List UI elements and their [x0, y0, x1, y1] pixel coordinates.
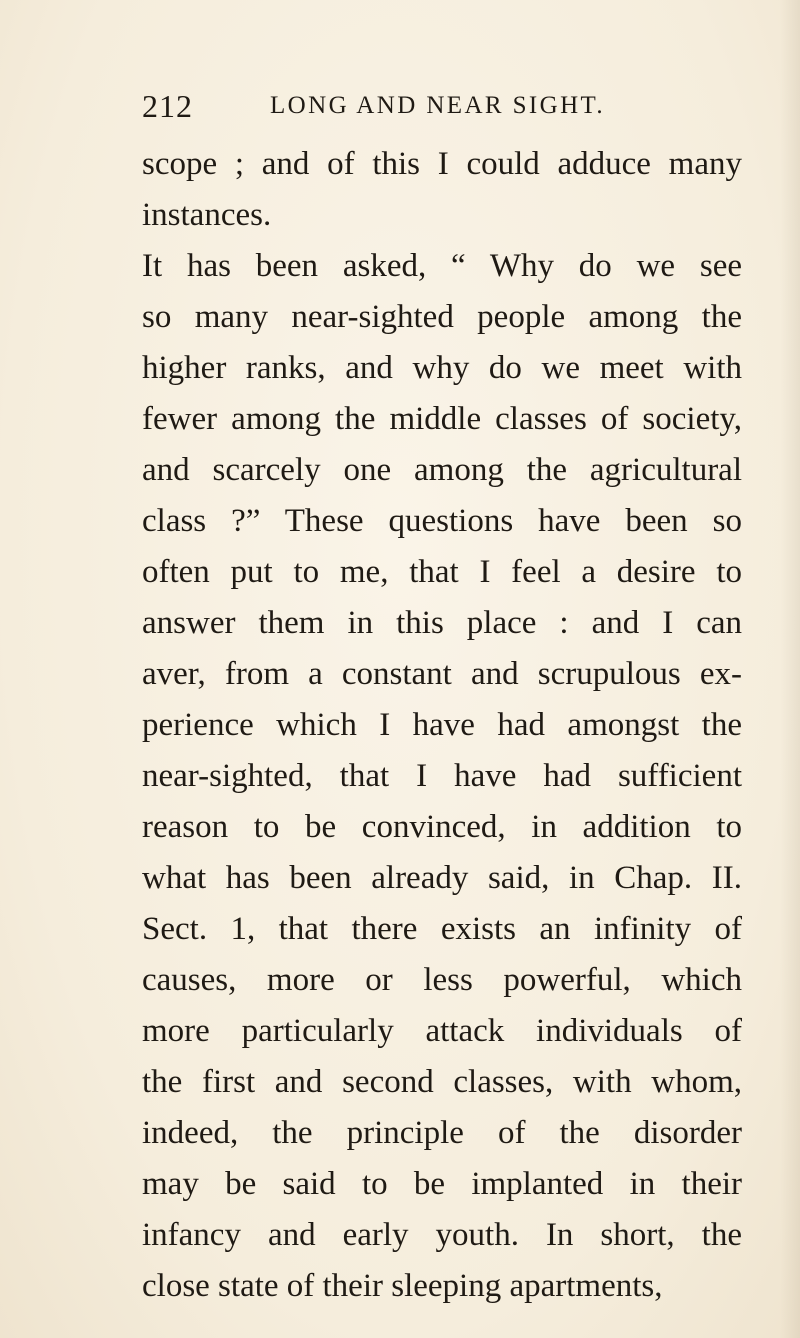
text-line: so many near-sighted people among the [142, 299, 742, 335]
running-head [142, 88, 742, 128]
running-title: LONG AND NEAR SIGHT. [270, 92, 606, 119]
page-number: 212 [142, 88, 193, 124]
text-line: Sect. 1, that there exists an infinity of [142, 911, 742, 947]
text-line: perience which I have had amongst the [142, 707, 742, 743]
text-line: fewer among the middle classes of society, [142, 401, 742, 437]
text-line: what has been already said, in Chap. II. [142, 860, 742, 896]
text-line: infancy and early youth. In short, the [142, 1217, 742, 1253]
text-line: often put to me, that I feel a desire to [142, 554, 742, 590]
text-line: instances. [142, 197, 272, 233]
text-line: answer them in this place : and I can [142, 605, 742, 641]
text-line: more particularly attack individuals of [142, 1013, 742, 1049]
text-line: reason to be convinced, in addition to [142, 809, 742, 845]
text-line: indeed, the principle of the disorder [142, 1115, 742, 1151]
text-line: near-sighted, that I have had sufficient [142, 758, 742, 794]
text-line: and scarcely one among the agricultural [142, 452, 742, 488]
text-line: may be said to be implanted in their [142, 1166, 742, 1202]
text-line: causes, more or less powerful, which [142, 962, 742, 998]
text-line: close state of their sleeping apartments, [142, 1268, 663, 1304]
text-line: aver, from a constant and scrupulous ex- [142, 656, 742, 692]
text-line: It has been asked, “ Why do we see [142, 248, 742, 284]
text-line: scope ; and of this I could adduce many [142, 146, 742, 182]
text-line: higher ranks, and why do we meet with [142, 350, 742, 386]
text-line: class ?” These questions have been so [142, 503, 742, 539]
body-text [142, 139, 742, 1312]
text-line: the first and second classes, with whom, [142, 1064, 742, 1100]
page-edge-shadow [780, 0, 800, 1338]
